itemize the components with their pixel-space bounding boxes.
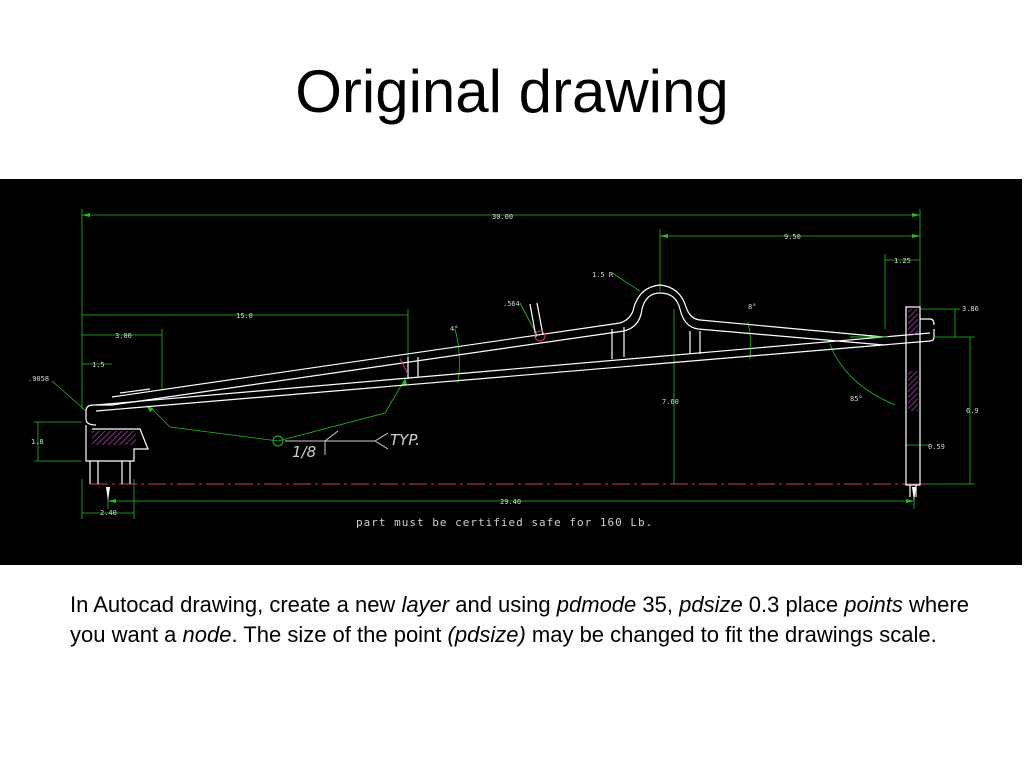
dim-left-angle: .9058 [28,375,50,383]
drawing-canvas [0,179,1022,565]
weld-accent [400,359,408,374]
dimension-arrows [82,213,920,503]
weld-size-label: 1/8 [292,443,317,461]
caption-italic-term: pdmode [556,592,637,617]
dim-angle-85: 85° [850,395,863,403]
dim-angle-8: 8° [748,303,757,311]
dim-left-tiny: 1.5 [92,361,105,369]
dim-overall-top: 30.00 [492,213,514,221]
dim-left-short: 3.00 [115,332,132,340]
caption-segment: may be changed to fit the drawings scale. [525,622,937,647]
caption-segment: and using [449,592,557,617]
dim-right-386: 3.86 [962,305,979,313]
caption-segment: In Autocad drawing, create a new [70,592,402,617]
autocad-drawing [0,179,1022,565]
caption-segment: 35, [636,592,680,617]
caption-italic-term: pdsize [679,592,743,617]
dim-angle-4: 4° [450,325,459,333]
weld-typ-label: TYP. [390,431,421,449]
dim-right-top: 9.50 [784,233,801,241]
dim-radius: 1.5 R [592,271,614,279]
slide-title: Original drawing [295,58,729,125]
part-outline [86,285,934,497]
caption-italic-term: node [182,622,232,647]
dim-bottom-span: 29.40 [500,498,522,506]
hole-marker [535,331,545,341]
caption-italic-term: points [844,592,903,617]
dim-bottom-left: 2.40 [100,509,117,517]
dim-hole: .564 [503,300,520,308]
dim-right-69: 6.9 [966,407,979,415]
dim-right-059: 0.59 [928,443,945,451]
caption-italic-term: layer [401,592,450,617]
caption-segment: 0.3 place [742,592,845,617]
caption-segment: . The size of the point [231,622,448,647]
drawing-note: part must be certified safe for 160 Lb. [356,516,654,529]
dimension-lines [34,209,975,519]
caption-text [70,590,970,650]
dim-right-small: 1.25 [894,257,911,265]
dim-left-span: 15.0 [236,312,253,320]
dim-height: 7.60 [662,398,679,406]
dim-left-18: 1.8 [31,438,44,446]
caption-segment: where you want a [70,592,969,647]
caption-italic-term: (pdsize) [447,622,526,647]
